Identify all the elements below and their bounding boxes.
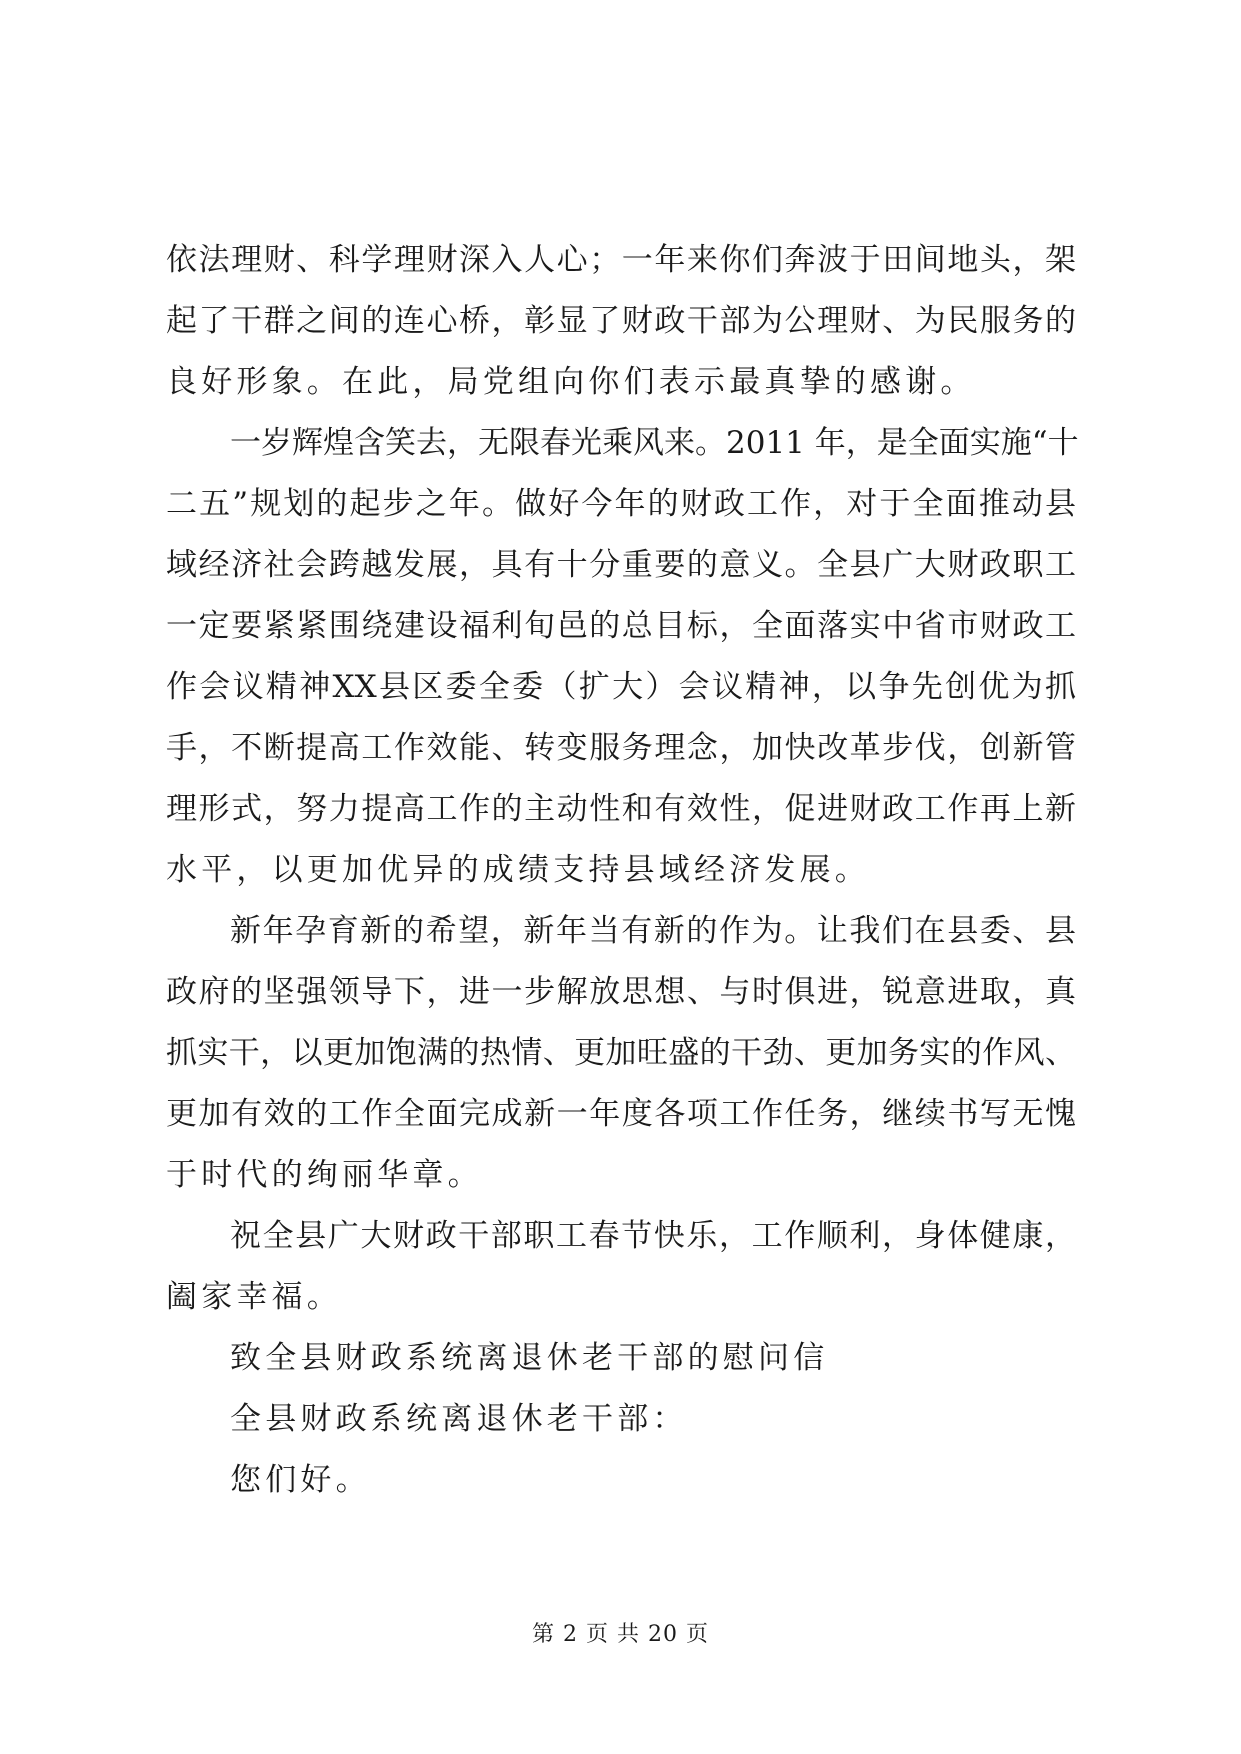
paragraph-2-line-1: 一岁辉煌含笑去，无限春光乘风来。2011 年，是全面实施“十 <box>230 425 1079 461</box>
paragraph-1-line-3: 良好形象。在此，局党组向你们表示最真挚的感谢。 <box>166 364 976 400</box>
paragraph-2-line-6: 手，不断提高工作效能、转变服务理念，加快改革步伐，创新管 <box>166 730 1076 766</box>
paragraph-3-line-1: 新年孕育新的希望，新年当有新的作为。让我们在县委、县 <box>230 913 1076 949</box>
paragraph-2-line-7: 理形式，努力提高工作的主动性和有效性，促进财政工作再上新 <box>166 791 1076 827</box>
paragraph-2-line-5: 作会议精神XX县区委全委（扩大）会议精神，以争先创优为抓 <box>166 669 1076 705</box>
paragraph-3-line-4: 更加有效的工作全面完成新一年度各项工作任务，继续书写无愧 <box>166 1096 1076 1132</box>
letter-salutation: 全县财政系统离退休老干部： <box>230 1401 688 1437</box>
document-body <box>166 230 1079 1511</box>
page-number-footer: 第 2 页 共 20 页 <box>532 1622 709 1647</box>
paragraph-4-line-2: 阖家幸福。 <box>166 1279 342 1315</box>
paragraph-2-line-2: 二五”规划的起步之年。做好今年的财政工作，对于全面推动县 <box>166 486 1076 522</box>
paragraph-3-line-2: 政府的坚强领导下，进一步解放思想、与时俱进，锐意进取，真 <box>166 974 1076 1010</box>
paragraph-4-line-1: 祝全县广大财政干部职工春节快乐，工作顺利，身体健康， <box>230 1218 1076 1254</box>
paragraph-3-line-3: 抓实干，以更加饱满的热情、更加旺盛的干劲、更加务实的作风、 <box>166 1035 1076 1071</box>
letter-title: 致全县财政系统离退休老干部的慰问信 <box>230 1340 829 1376</box>
paragraph-2-line-4: 一定要紧紧围绕建设福利旬邑的总目标，全面落实中省市财政工 <box>166 608 1076 644</box>
letter-greeting: 您们好。 <box>230 1462 371 1498</box>
paragraph-1-line-2: 起了干群之间的连心桥，彰显了财政干部为公理财、为民服务的 <box>166 303 1076 339</box>
paragraph-1-line-1: 依法理财、科学理财深入人心；一年来你们奔波于田间地头，架 <box>166 242 1076 278</box>
paragraph-2-line-8: 水平，以更加优异的成绩支持县域经济发展。 <box>166 852 870 888</box>
paragraph-2-line-3: 域经济社会跨越发展，具有十分重要的意义。全县广大财政职工 <box>166 547 1076 583</box>
paragraph-3-line-5: 于时代的绚丽华章。 <box>166 1157 483 1193</box>
